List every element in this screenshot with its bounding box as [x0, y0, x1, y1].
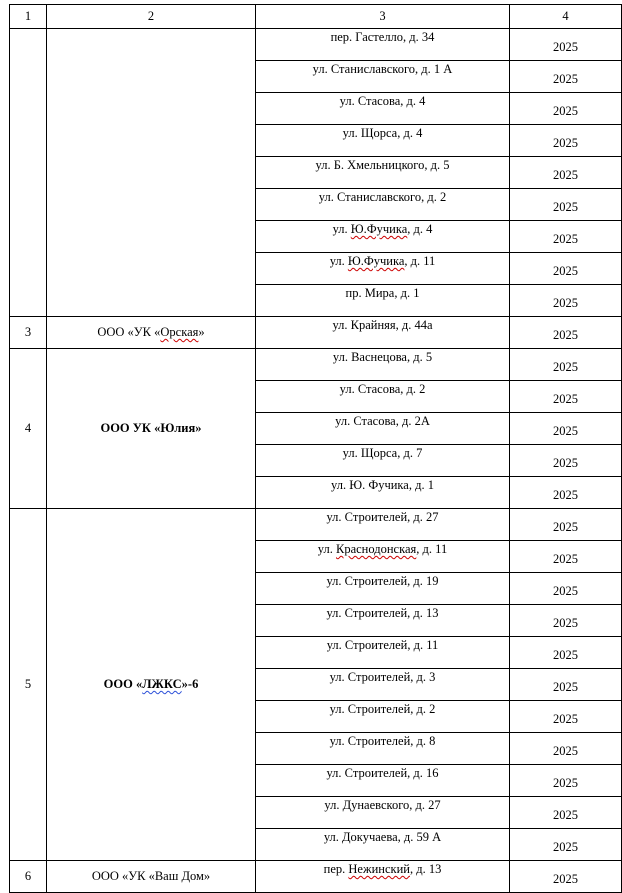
address-cell: пр. Мира, д. 1 — [256, 285, 510, 317]
year-cell: 2025 — [510, 349, 622, 381]
year-cell: 2025 — [510, 861, 622, 893]
address-cell: ул. Щорса, д. 7 — [256, 445, 510, 477]
year-cell: 2025 — [510, 125, 622, 157]
address-cell: ул. Васнецова, д. 5 — [256, 349, 510, 381]
address-cell: ул. Стасова, д. 4 — [256, 93, 510, 125]
address-cell: ул. Ю.Фучика, д. 11 — [256, 253, 510, 285]
year-cell: 2025 — [510, 157, 622, 189]
address-cell: ул. Крайняя, д. 44а — [256, 317, 510, 349]
organization-cell: ООО «УК «Ваш Дом» — [47, 861, 256, 893]
address-cell: ул. Б. Хмельницкого, д. 5 — [256, 157, 510, 189]
year-cell: 2025 — [510, 221, 622, 253]
organization-cell — [47, 29, 256, 317]
address-cell: ул. Краснодонская, д. 11 — [256, 541, 510, 573]
address-cell: ул. Станиславского, д. 1 А — [256, 61, 510, 93]
address-cell: ул. Строителей, д. 27 — [256, 509, 510, 541]
table-row — [10, 29, 622, 61]
year-cell: 2025 — [510, 93, 622, 125]
row-number-cell: 4 — [10, 349, 47, 509]
year-cell: 2025 — [510, 445, 622, 477]
col-header-4: 4 — [510, 5, 622, 29]
year-cell: 2025 — [510, 669, 622, 701]
address-cell: ул. Строителей, д. 2 — [256, 701, 510, 733]
table-row — [10, 509, 622, 541]
row-number-cell: 3 — [10, 317, 47, 349]
year-cell: 2025 — [510, 29, 622, 61]
table-row — [10, 349, 622, 381]
col-header-3: 3 — [256, 5, 510, 29]
year-cell: 2025 — [510, 541, 622, 573]
table-row — [10, 317, 622, 349]
year-cell: 2025 — [510, 605, 622, 637]
year-cell: 2025 — [510, 637, 622, 669]
address-cell: ул. Стасова, д. 2 — [256, 381, 510, 413]
col-header-2: 2 — [47, 5, 256, 29]
organization-cell: ООО УК «Юлия» — [47, 349, 256, 509]
houses-table — [9, 4, 622, 893]
year-cell: 2025 — [510, 381, 622, 413]
address-cell: ул. Дунаевского, д. 27 — [256, 797, 510, 829]
address-cell: ул. Строителей, д. 11 — [256, 637, 510, 669]
year-cell: 2025 — [510, 573, 622, 605]
year-cell: 2025 — [510, 413, 622, 445]
address-cell: ул. Станиславского, д. 2 — [256, 189, 510, 221]
header-row — [10, 5, 622, 29]
address-cell: ул. Докучаева, д. 59 А — [256, 829, 510, 861]
col-header-1: 1 — [10, 5, 47, 29]
address-cell: ул. Строителей, д. 8 — [256, 733, 510, 765]
address-cell: ул. Строителей, д. 19 — [256, 573, 510, 605]
year-cell: 2025 — [510, 189, 622, 221]
organization-cell: ООО «ЛЖКС»-6 — [47, 509, 256, 861]
row-number-cell — [10, 29, 47, 317]
address-cell: ул. Строителей, д. 16 — [256, 765, 510, 797]
year-cell: 2025 — [510, 797, 622, 829]
year-cell: 2025 — [510, 829, 622, 861]
year-cell: 2025 — [510, 477, 622, 509]
address-cell: ул. Стасова, д. 2А — [256, 413, 510, 445]
organization-cell: ООО «УК «Орская» — [47, 317, 256, 349]
address-cell: ул. Строителей, д. 3 — [256, 669, 510, 701]
address-cell: пер. Гастелло, д. 34 — [256, 29, 510, 61]
year-cell: 2025 — [510, 765, 622, 797]
row-number-cell: 5 — [10, 509, 47, 861]
year-cell: 2025 — [510, 285, 622, 317]
address-cell: ул. Ю.Фучика, д. 4 — [256, 221, 510, 253]
table-row — [10, 861, 622, 893]
row-number-cell: 6 — [10, 861, 47, 893]
year-cell: 2025 — [510, 61, 622, 93]
year-cell: 2025 — [510, 317, 622, 349]
address-cell: ул. Строителей, д. 13 — [256, 605, 510, 637]
address-cell: ул. Ю. Фучика, д. 1 — [256, 477, 510, 509]
year-cell: 2025 — [510, 733, 622, 765]
address-cell: пер. Нежинский, д. 13 — [256, 861, 510, 893]
year-cell: 2025 — [510, 253, 622, 285]
year-cell: 2025 — [510, 701, 622, 733]
address-cell: ул. Щорса, д. 4 — [256, 125, 510, 157]
year-cell: 2025 — [510, 509, 622, 541]
